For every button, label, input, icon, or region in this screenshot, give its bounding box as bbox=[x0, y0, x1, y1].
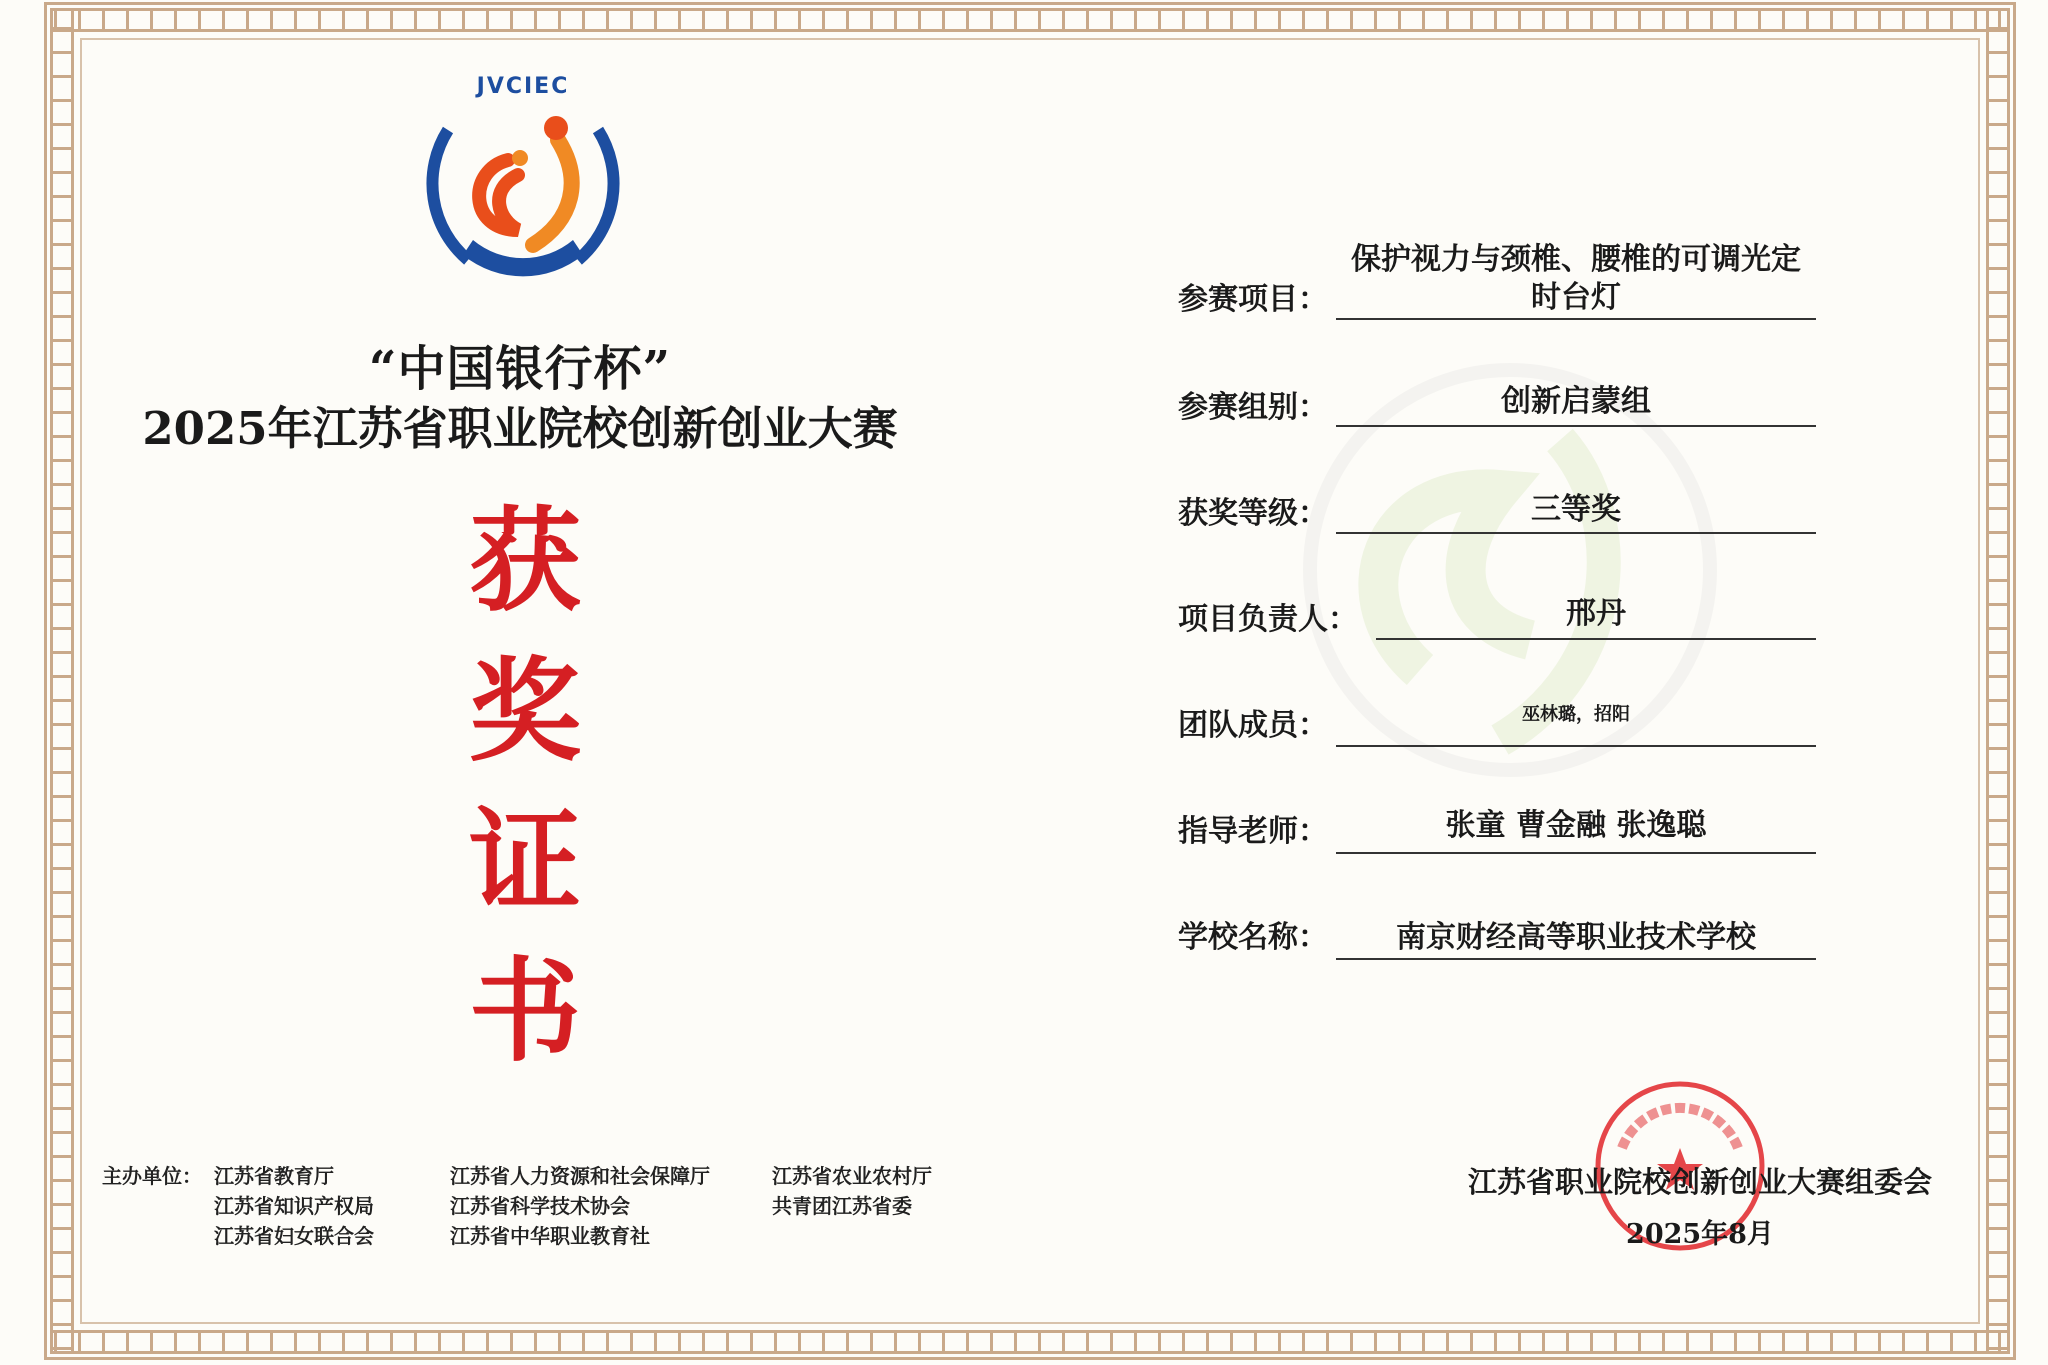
organizing-committee: 江苏省职业院校创新创业大赛组委会 bbox=[1467, 1165, 1932, 1199]
organizer-item: 江苏省教育厅 bbox=[214, 1164, 334, 1188]
school-label: 学校名称： bbox=[1178, 920, 1328, 955]
organizer-item: 江苏省人力资源和社会保障厅 bbox=[450, 1164, 710, 1188]
logo-acronym: JVCIEC bbox=[476, 74, 570, 99]
project-value-line1: 保护视力与颈椎、腰椎的可调光定 bbox=[1351, 242, 1801, 277]
event-title-line2: 2025年江苏省职业院校创新创业大赛 bbox=[142, 402, 898, 455]
certificate-title-char: 获 bbox=[469, 496, 581, 627]
award-underline bbox=[1336, 532, 1816, 534]
certificate-title-char: 书 bbox=[469, 946, 581, 1077]
event-title-line1: “中国银行杯” bbox=[368, 341, 672, 397]
organizers-label: 主办单位： bbox=[102, 1164, 202, 1188]
project-underline bbox=[1336, 318, 1816, 320]
organizer-item: 江苏省农业农村厅 bbox=[772, 1164, 932, 1188]
organizer-item: 共青团江苏省委 bbox=[772, 1194, 912, 1218]
group-label: 参赛组别： bbox=[1178, 390, 1328, 425]
team-label: 团队成员： bbox=[1178, 708, 1328, 743]
team-underline bbox=[1336, 745, 1816, 747]
team-value: 巫林璐，招阳 bbox=[1522, 704, 1630, 725]
award-value: 三等奖 bbox=[1531, 492, 1621, 527]
school-underline bbox=[1336, 958, 1816, 960]
fret-border-top bbox=[50, 8, 2010, 32]
leader-underline bbox=[1376, 638, 1816, 640]
advisor-underline bbox=[1336, 852, 1816, 854]
award-label: 获奖等级： bbox=[1178, 496, 1328, 531]
project-label: 参赛项目： bbox=[1178, 282, 1328, 317]
fret-border-bottom bbox=[50, 1330, 2010, 1354]
certificate-title-char: 证 bbox=[469, 796, 581, 927]
fret-border-right bbox=[1986, 8, 2010, 1354]
project-value-line2: 时台灯 bbox=[1531, 280, 1621, 315]
group-underline bbox=[1336, 425, 1816, 427]
organizer-item: 江苏省中华职业教育社 bbox=[450, 1224, 650, 1248]
leader-value: 邢丹 bbox=[1566, 596, 1626, 631]
organizer-item: 江苏省妇女联合会 bbox=[214, 1224, 374, 1248]
issue-date: 2025年8月 bbox=[1626, 1219, 1774, 1250]
competition-logo bbox=[408, 70, 638, 290]
certificate-title-char: 奖 bbox=[469, 646, 581, 777]
logo-emblem bbox=[408, 70, 638, 290]
organizer-item: 江苏省科学技术协会 bbox=[450, 1194, 630, 1218]
organizer-item: 江苏省知识产权局 bbox=[214, 1194, 374, 1218]
fret-border-left bbox=[50, 8, 74, 1354]
school-value: 南京财经高等职业技术学校 bbox=[1396, 920, 1756, 955]
advisor-value: 张童 曹金融 张逸聪 bbox=[1445, 808, 1707, 843]
advisor-label: 指导老师： bbox=[1178, 814, 1328, 849]
group-value: 创新启蒙组 bbox=[1501, 384, 1651, 419]
leader-label: 项目负责人： bbox=[1178, 602, 1358, 637]
